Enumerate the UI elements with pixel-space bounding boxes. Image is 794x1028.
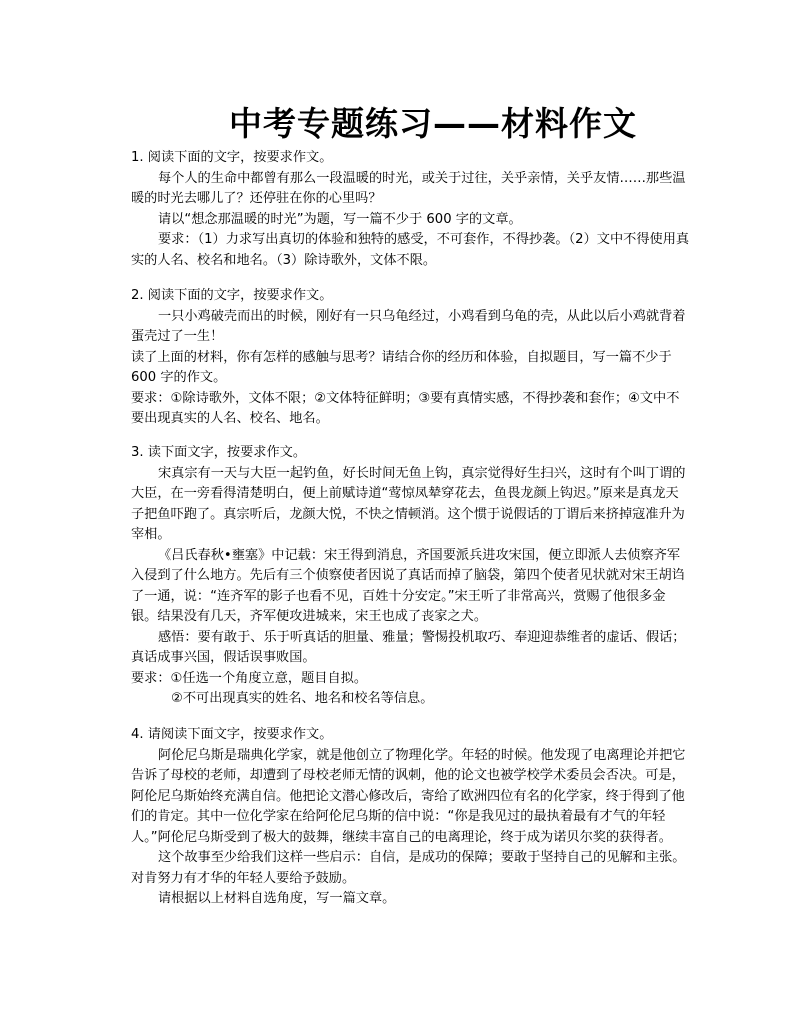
question-4-prompt: 4. 请阅读下面文字，按要求作文。 bbox=[131, 727, 333, 742]
question-3 bbox=[131, 443, 691, 710]
question-2-material: 一只小鸡破壳而出的时候，刚好有一只乌龟经过，小鸡看到乌龟的壳，从此以后小鸡就背着蛋壳过了一生！ bbox=[131, 308, 686, 344]
question-1-task: 请以“想念那温暖的时光”为题，写一篇不少于 600 字的文章。 bbox=[158, 211, 522, 227]
question-3-requirement-2: ②不可出现真实的姓名、地名和校名等信息。 bbox=[171, 691, 434, 706]
question-2-prompt: 2. 阅读下面的文字，按要求作文。 bbox=[131, 288, 333, 303]
question-2-requirements: 要求：①除诗歌外，文体不限；②文体特征鲜明；③要有真情实感，不得抄袭和套作；④文中不要出现真实的人名、校名、地名。 bbox=[131, 390, 680, 426]
question-1-material: 每个人的生命中都曾有那么一段温暖的时光，或关于过往，关乎亲情，关乎友情……那些温暖的时光去哪儿了？还停驻在你的心里吗？ bbox=[131, 170, 686, 206]
question-3-insight: 感悟：要有敢于、乐于听真话的胆量、雅量；警惕投机取巧、奉迎迎恭维者的虚话、假话；真话成事兴国，假话误事败国。 bbox=[131, 629, 686, 665]
question-1 bbox=[131, 148, 691, 271]
question-4-task: 请根据以上材料自选角度，写一篇文章。 bbox=[158, 891, 396, 906]
question-2 bbox=[131, 286, 691, 430]
question-3-prompt: 3. 读下面文字，按要求作文。 bbox=[131, 445, 307, 460]
question-3-material-1: 宋真宗有一天与大臣一起钓鱼，好长时间无鱼上钩，真宗觉得好生扫兴，这时有个叫丁谓的大臣，在一旁看得清楚明白，便上前赋诗道“莺惊凤辇穿花去，鱼畏龙颜上钩迟。”原来是真龙天子把鱼吓跑了。真宗听后，龙颜大悦，不快之情顿消。这个惯于说假话的丁谓后来挤掉寇准升为宰相。 bbox=[131, 465, 686, 542]
question-2-task: 读了上面的材料，你有怎样的感触与思考？请结合你的经历和体验，自拟题目，写一篇不少于 600 字的作文。 bbox=[131, 349, 672, 385]
question-4 bbox=[131, 725, 691, 910]
question-1-requirements: 要求：（1）力求写出真切的体验和独特的感受，不可套作，不得抄袭。（2）文中不得使用真实的人名、校名和地名。（3）除诗歌外，文体不限。 bbox=[131, 232, 690, 268]
question-4-material: 阿伦尼乌斯是瑞典化学家，就是他创立了物理化学。年轻的时候。他发现了电离理论并把它告诉了母校的老师，却遭到了母校老师无情的讽刺，他的论文也被学校学术委员会否决。可是，阿伦尼乌斯始终充满自信。他把论文潜心修改后，寄给了欧洲四位有名的化学家，终于得到了他们的肯定。其中一位化学家在给阿伦尼乌斯的信中说：“你是我见过的最执着最有才气的年轻人。”阿伦尼乌斯受到了极大的鼓舞，继续丰富自己的电离理论，终于成为诺贝尔奖的获得者。 bbox=[131, 747, 686, 845]
question-3-requirement-1: 要求：①任选一个角度立意，题目自拟。 bbox=[131, 670, 368, 686]
question-3-material-2: 《吕氏春秋•壅塞》中记载：宋王得到消息，齐国要派兵进攻宋国，便立即派人去侦察齐军入侵到了什么地方。先后有三个侦察使者因说了真话而掉了脑袋，第四个使者见状就对宋王胡诌了一通，说：“连齐军的影子也看不见，百姓十分安定。”宋王听了非常高兴，赏赐了他很多金银。结果没有几天，齐军便攻进城来，宋王也成了丧家之犬。 bbox=[131, 547, 685, 624]
question-1-prompt: 1. 阅读下面的文字，按要求作文。 bbox=[131, 150, 333, 165]
question-4-insight: 这个故事至少给我们这样一些启示：自信，是成功的保障；要敢于坚持自己的见解和主张。对肯努力有才华的年轻人要给予鼓励。 bbox=[131, 850, 686, 886]
page-title: 中考专题练习——材料作文 bbox=[229, 104, 637, 143]
